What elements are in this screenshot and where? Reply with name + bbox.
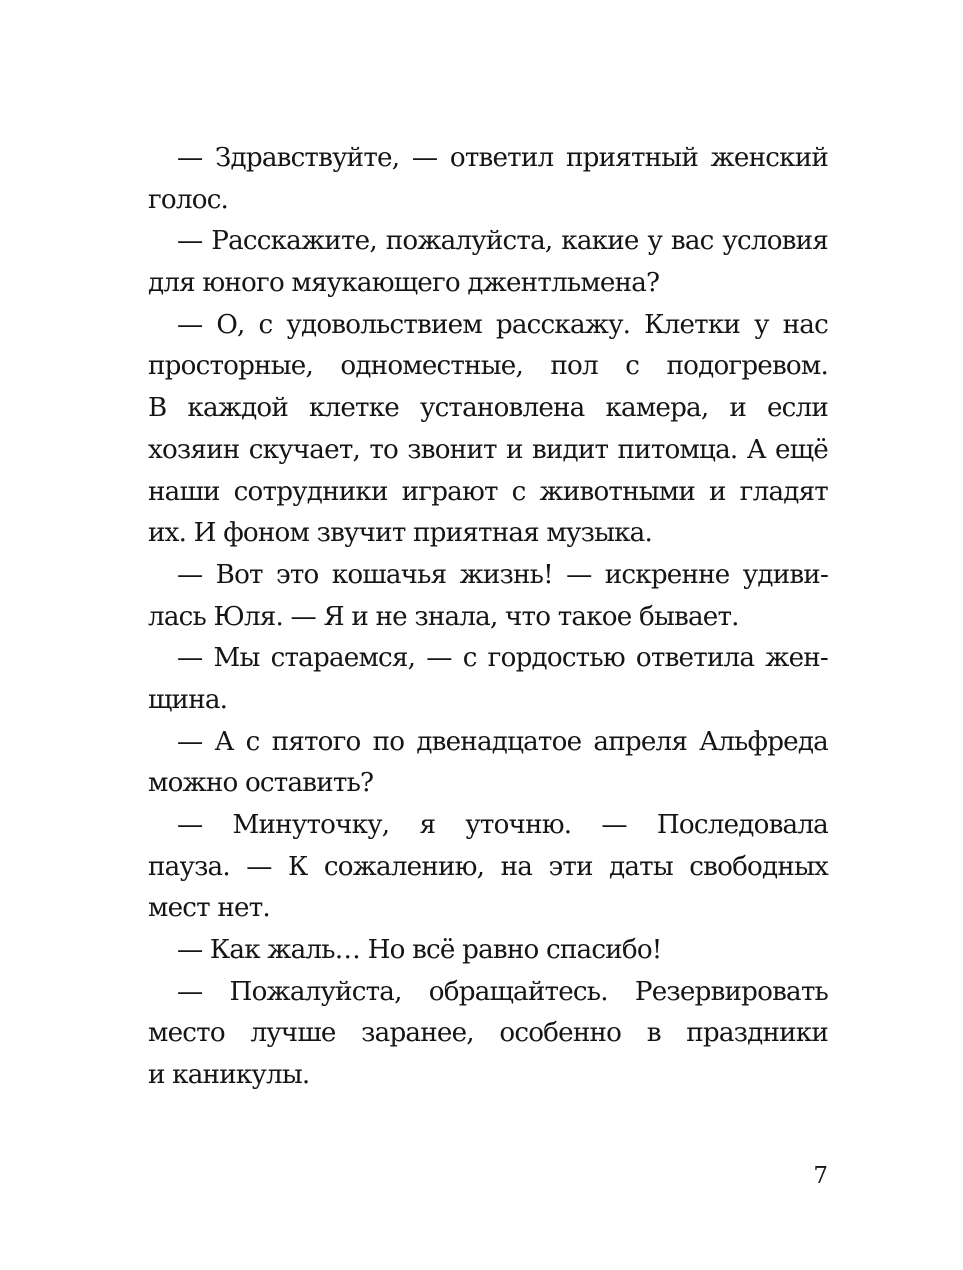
paragraph-line: пауза. — К сожалению, на эти даты свободных [148, 851, 828, 882]
paragraph-line: мест нет. [148, 893, 270, 924]
paragraph-line: просторные, одноместные, пол с подогревом. [148, 351, 828, 382]
paragraph-line: В каждой клетке установлена камера, и если [148, 393, 828, 424]
paragraph-first-line: — О, с удовольствием расскажу. Клетки у нас [177, 309, 828, 340]
paragraph-line: щина. [148, 684, 228, 715]
paragraph-line: можно оставить? [148, 768, 374, 799]
paragraph-line: для юного мяукающего джентльмена? [148, 268, 660, 299]
paragraph-first-line: — Мы стараемся, — с гордостью ответила жен- [177, 643, 828, 674]
paragraph-first-line: — Вот это кошачья жизнь! — искренне удиви- [177, 559, 828, 590]
paragraph-line: и каникулы. [148, 1060, 310, 1091]
paragraph-first-line: — Пожалуйста, обращайтесь. Резервировать [177, 976, 828, 1007]
paragraph-first-line: — Как жаль… Но всё равно спасибо! [177, 935, 662, 966]
paragraph-line: голос. [148, 184, 229, 215]
paragraph-first-line: — Расскажите, пожалуйста, какие у вас условия [177, 226, 828, 257]
page-number: 7 [813, 1163, 828, 1189]
page-body-text [148, 138, 828, 1097]
paragraph-line: наши сотрудники играют с животными и гладят [148, 476, 828, 507]
paragraph-line: хозяин скучает, то звонит и видит питомца. А ещё [148, 434, 828, 465]
paragraph-line: их. И фоном звучит приятная музыка. [148, 518, 653, 549]
paragraph-line: лась Юля. — Я и не знала, что такое бывает. [148, 601, 739, 632]
paragraph-first-line: — А с пятого по двенадцатое апреля Альфреда [177, 726, 828, 757]
paragraph-first-line: — Минуточку, я уточню. — Последовала [177, 810, 828, 840]
paragraph-line: место лучше заранее, особенно в праздники [148, 1018, 828, 1049]
paragraph-first-line: — Здравствуйте, — ответил приятный женский [177, 143, 828, 173]
